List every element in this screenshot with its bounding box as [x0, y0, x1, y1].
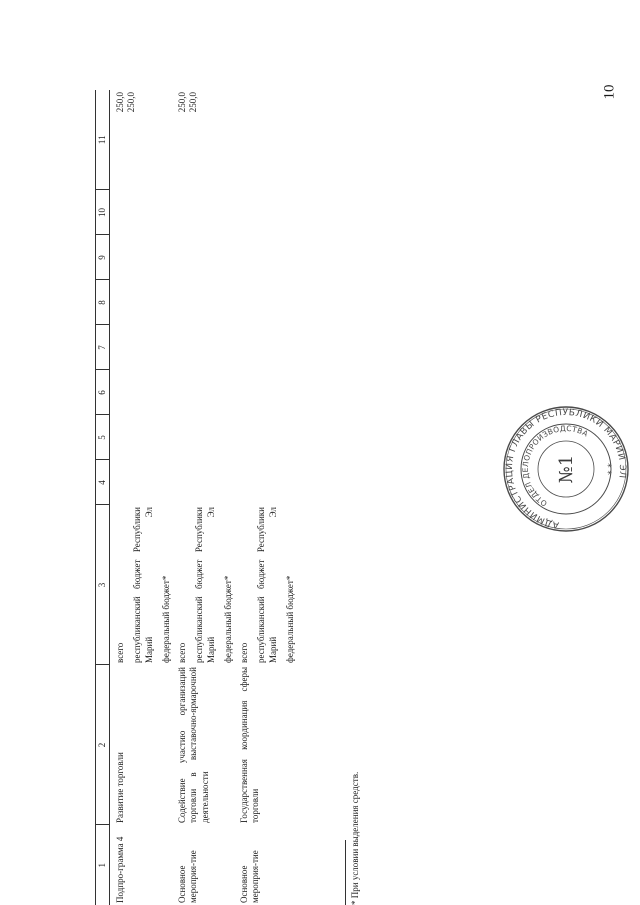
seal-inner-text: ОТДЕЛ ДЕЛОПРОИЗВОДСТВА: [520, 423, 590, 509]
table-row: [172, 90, 234, 905]
budget-source-cell: [234, 505, 296, 665]
value-cell: [172, 90, 234, 190]
budget-source-cell: [110, 505, 173, 665]
budget-line-total: всего: [115, 642, 125, 663]
budget-line-federal: федеральный бюджет*: [284, 575, 295, 663]
seal-outer-text: АДМИНИСТРАЦИЯ ГЛАВЫ РЕСПУБЛИКИ МАРИЙ ЭЛ: [504, 407, 628, 530]
value-republic: 250,0: [126, 92, 137, 113]
seal-center-number: №1: [556, 454, 577, 484]
value-cell: [234, 90, 296, 190]
row-type: Подпро-грамма 4: [115, 836, 125, 903]
value-total: 250,0: [115, 92, 125, 113]
budget-line-republic: республиканский бюджет Республики Марий Эл: [194, 507, 216, 663]
row-type: Основное мероприя-тие: [177, 850, 199, 903]
table-row: [234, 90, 296, 905]
budget-line-republic: республиканский бюджет Республики Марий Эл: [256, 507, 278, 663]
row-title: Содействие участию организаций торговли в выставочно-ярмарочной деятельности: [177, 667, 210, 823]
column-header: 1: [96, 825, 110, 905]
budget-line-total: всего: [239, 642, 249, 663]
column-header: 2: [96, 665, 110, 825]
table-row: [110, 90, 173, 905]
budget-table: [95, 90, 296, 905]
budget-line-federal: федеральный бюджет*: [160, 575, 171, 663]
column-header: 9: [96, 235, 110, 280]
value-cell: [110, 90, 173, 190]
row-type: Основное мероприя-тие: [239, 850, 261, 903]
budget-line-republic: республиканский бюджет Республики Марий Эл: [132, 507, 154, 663]
value-republic: 250,0: [188, 92, 199, 113]
official-seal: [502, 405, 630, 533]
budget-source-cell: [172, 505, 234, 665]
column-header: 4: [96, 460, 110, 505]
page-number: 10: [601, 84, 618, 100]
footnote: * При условии выделения средств.: [350, 771, 360, 905]
row-title: Государственная координация сферы торговли: [239, 667, 261, 823]
column-header: 10: [96, 190, 110, 235]
footnote-divider: [345, 840, 346, 905]
value-total: 250,0: [177, 92, 187, 113]
header-row: [96, 90, 110, 905]
column-header: 8: [96, 280, 110, 325]
column-header: 5: [96, 415, 110, 460]
seal-star: * *: [607, 463, 617, 475]
column-header: 7: [96, 325, 110, 370]
rotated-page: [95, 90, 628, 905]
budget-line-total: всего: [177, 642, 187, 663]
column-header: 11: [96, 90, 110, 190]
column-header: 3: [96, 505, 110, 665]
column-header: 6: [96, 370, 110, 415]
row-title: Развитие торговли: [115, 752, 125, 823]
budget-line-federal: федеральный бюджет*: [222, 575, 233, 663]
